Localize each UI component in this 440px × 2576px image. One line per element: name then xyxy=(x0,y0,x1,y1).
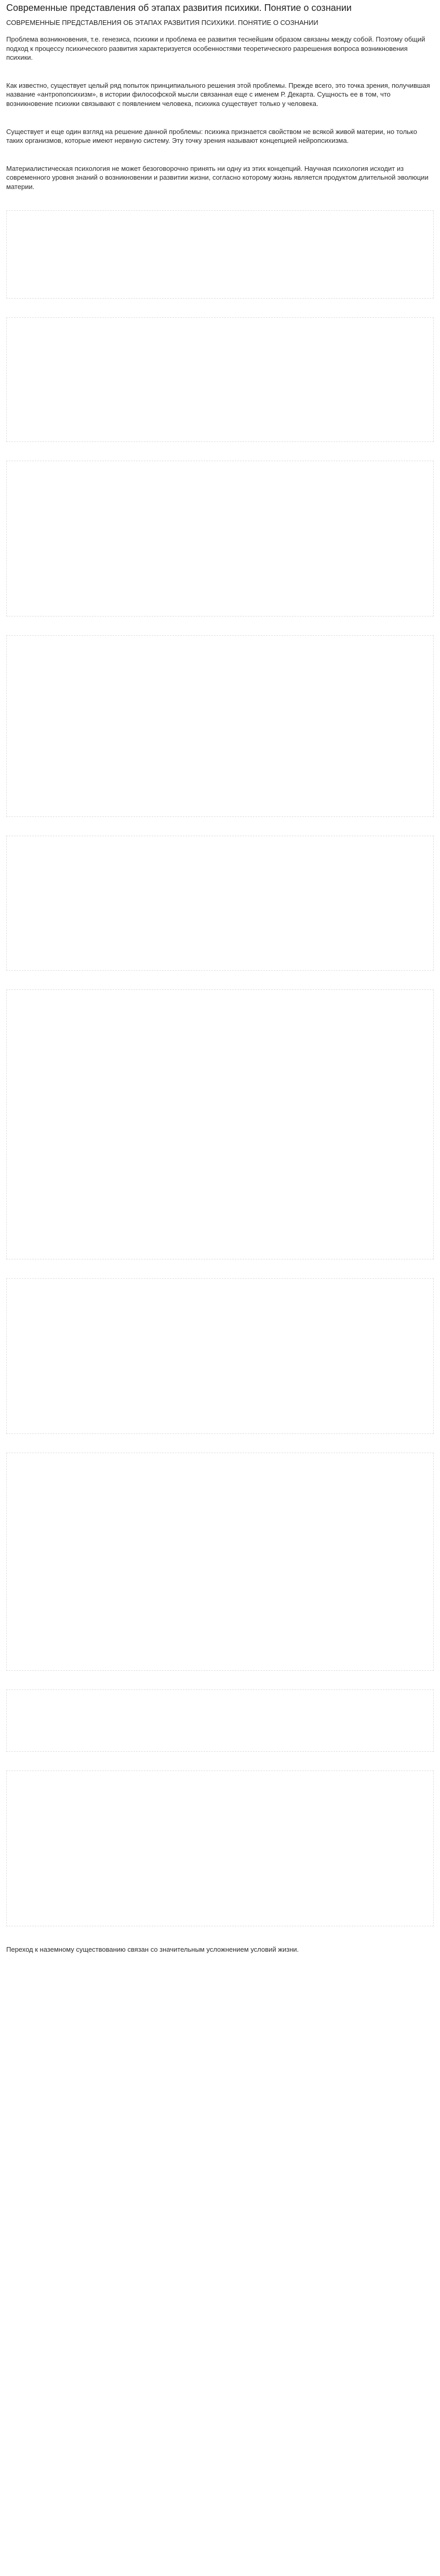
article-paragraph-8 xyxy=(6,635,434,817)
article-paragraph-15: Переход к наземному существованию связан со значительным усложнением условий жизни. xyxy=(6,1945,299,1953)
article-paragraph-7 xyxy=(6,461,434,616)
article-paragraph-14 xyxy=(6,1770,434,1926)
article-paragraph-6 xyxy=(6,317,434,442)
article-title: Современные представления об этапах развития психики. Понятие о сознании xyxy=(6,3,352,13)
article-paragraph-5 xyxy=(6,210,434,299)
article-paragraph-12 xyxy=(6,1453,434,1671)
article-paragraph-13 xyxy=(6,1689,434,1752)
article-paragraph-10 xyxy=(6,989,434,1259)
article-paragraph-11 xyxy=(6,1278,434,1434)
article-paragraph-9 xyxy=(6,836,434,971)
article-paragraph-3: Существует и еще один взгляд на решение данной проблемы: психика признается свойством не всякой живой материи, но только таких организмов, которые имеют нервную систему. Эту точку зрения называют концепцией нейропсихизма. xyxy=(6,127,417,145)
article-paragraph-4: Материалистическая психология не может безоговорочно принять ни одну из этих концепций. Научная психология исходит из современного уровня знаний о возникновении и развитии жизни, согласно которому жизнь является продуктом длительной эволюции материи. xyxy=(6,164,429,191)
article-subtitle: СОВРЕМЕННЫЕ ПРЕДСТАВЛЕНИЯ ОБ ЭТАПАХ РАЗВИТИЯ ПСИХИКИ. ПОНЯТИЕ О СОЗНАНИИ xyxy=(6,19,318,26)
article-paragraph-1: Проблема возникновения, т.е. генезиса, психики и проблема ее развития теснейшим образом связаны между собой. Поэтому общий подход к процессу психического развития характеризуется особенностями теоретического разрешения вопроса возникновения психики. xyxy=(6,35,425,62)
article-paragraph-2: Как известно, существует целый ряд попыток принципиального решения этой проблемы. Прежде всего, это точка зрения, получившая название «антропопсихизм», в истории философской мысли связанная еще с именем Р. Декарта. Сущность ее в том, что возникновение психики связывают с появлением человека, психика существует только у человека. xyxy=(6,81,430,108)
